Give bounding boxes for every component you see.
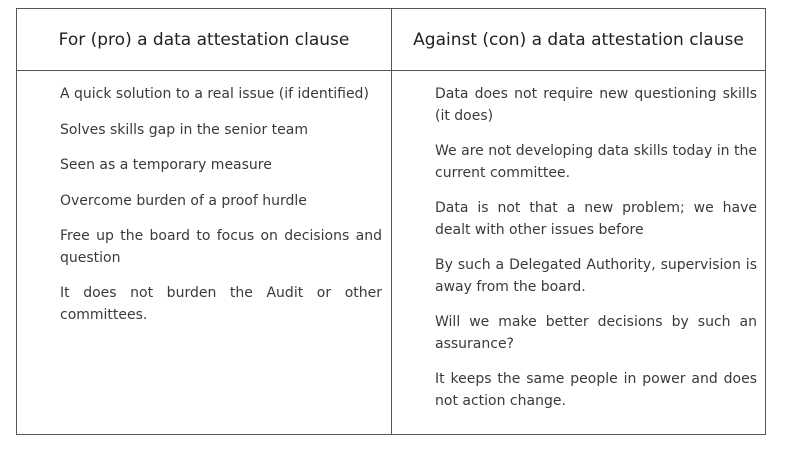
column-divider (391, 9, 392, 434)
header-con: Against (con) a data attestation clause (413, 29, 744, 50)
con-item: We are not developing data skills today in the current committee. (435, 143, 757, 181)
con-item: Data does not require new questioning skills (it does) (435, 86, 757, 124)
pro-item: It does not burden the Audit or other committees. (60, 285, 382, 323)
pro-item: Overcome burden of a proof hurdle (60, 192, 307, 209)
pro-column (60, 70, 382, 326)
con-item: It keeps the same people in power and does not action change. (435, 371, 757, 409)
pro-item: Free up the board to focus on decisions and question (60, 228, 382, 266)
con-item: Will we make better decisions by such an assurance? (435, 314, 757, 352)
pro-item: Seen as a temporary measure (60, 157, 272, 173)
header-pro: For (pro) a data attestation clause (58, 29, 350, 50)
con-item: Data is not that a new problem; we have dealt with other issues before (435, 200, 757, 238)
pro-item: Solves skills gap in the senior team (60, 121, 309, 138)
pro-item: A quick solution to a real issue (if identified) (60, 86, 369, 102)
con-item: By such a Delegated Authority, supervision is away from the board. (435, 257, 757, 295)
pro-con-table (16, 8, 766, 435)
con-column (435, 70, 757, 412)
